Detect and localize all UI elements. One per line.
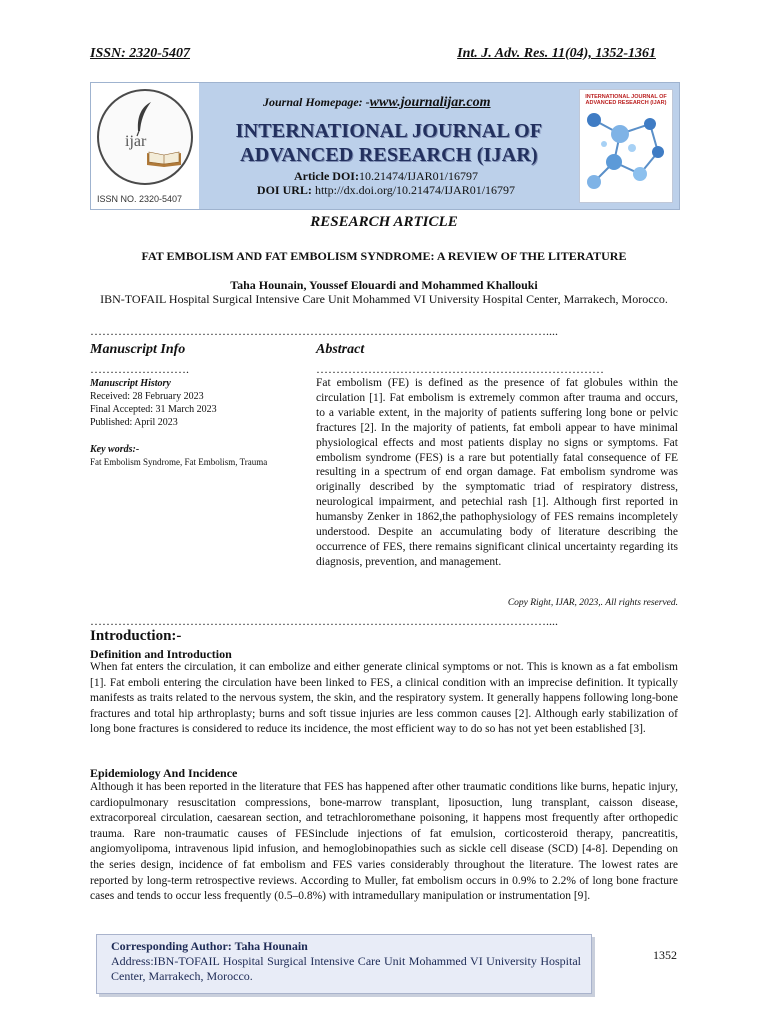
corresponding-author-address: Address:IBN-TOFAIL Hospital Surgical Intensive Care Unit Mohammed VI University Hospital Center, Marrakech, Morocco. <box>111 954 581 983</box>
keywords-list: Fat Embolism Syndrome, Fat Embolism, Trauma <box>90 457 268 467</box>
journal-title: INTERNATIONAL JOURNAL OF ADVANCED RESEARCH (IJAR) <box>235 120 543 166</box>
corresponding-author-box <box>96 934 592 994</box>
doi-url-link[interactable]: http://dx.doi.org/10.21474/IJAR01/16797 <box>314 183 516 197</box>
quill-icon <box>133 101 155 137</box>
article-title: FAT EMBOLISM AND FAT EMBOLISM SYNDROME: A REVIEW OF THE LITERATURE <box>141 249 627 263</box>
published-date: Published: April 2023 <box>90 417 178 428</box>
homepage-label: Journal Homepage: - <box>263 95 370 109</box>
history-heading: Manuscript History <box>90 378 171 389</box>
book-icon <box>145 147 183 167</box>
cover-title: INTERNATIONAL JOURNAL OF ADVANCED RESEARCH (IJAR) <box>585 94 667 106</box>
doi-value: 10.21474/IJAR01/16797 <box>358 169 478 183</box>
logo-issn: ISSN NO. 2320-5407 <box>97 194 183 204</box>
issn-label: ISSN: 2320-5407 <box>90 46 190 61</box>
doi-label: Article DOI: <box>294 169 359 183</box>
article-type: RESEARCH ARTICLE <box>310 214 458 230</box>
manuscript-info-dots: ……………………. <box>90 362 189 376</box>
article-authors: Taha Hounain, Youssef Elouardi and Mohammed Khallouki <box>230 278 538 292</box>
running-header <box>90 46 656 62</box>
page-number: 1352 <box>653 948 677 962</box>
journal-homepage <box>263 95 491 111</box>
copyright-notice: Copy Right, IJAR, 2023,. All rights reserved. <box>507 598 678 608</box>
doi-block <box>249 169 523 197</box>
keywords-heading: Key words:- <box>90 444 140 455</box>
article-affiliation: IBN-TOFAIL Hospital Surgical Intensive Care Unit Mohammed VI University Hospital Center, Marrakech, Morocco. <box>100 292 668 306</box>
journal-logo <box>91 83 199 209</box>
citation-label: Int. J. Adv. Res. 11(04), 1352-1361 <box>457 46 656 61</box>
manuscript-info-body <box>90 377 300 468</box>
molecule-graphic <box>580 90 672 202</box>
accepted-date: Final Accepted: 31 March 2023 <box>90 404 217 415</box>
manuscript-info-heading: Manuscript Info <box>90 342 186 357</box>
doi-url-label: DOI URL: <box>256 183 312 197</box>
journal-banner <box>90 82 680 210</box>
homepage-link[interactable]: www.journalijar.com <box>369 95 491 110</box>
logo-circle <box>97 89 193 185</box>
definition-paragraph: When fat enters the circulation, it can embolize and either generate clinical symptoms or not. This is known as a fat embolism [1]. Fat emboli entering the circulation have been linked to FES, a clinical condition with an imprecise definition. It typically manifests as traits related to the nervous system, the skin, and the respiratory system. It generally happens following long-bone fractures and total hip arthroplasty; burns and soft tissue injuries are less common causes [2]. Although early stabilization of long bone fractures is considered to reduce its incidence, the most efficient way to do so has not yet been established [3]. <box>90 661 678 736</box>
separator-bottom: …………………………………………………………………………………………………….... <box>90 614 558 628</box>
corresponding-author-heading: Corresponding Author: Taha Hounain <box>111 939 308 953</box>
separator-top: …………………………………………………………………………………………………….... <box>90 324 558 338</box>
abstract-text: Fat embolism (FE) is defined as the presence of fat globules within the circulation [1]. Fat embolism is extremely common after trauma and occurs, to a variable extent, in the majority of patients suffering long bone or pelvic fractures [2]. In the majority of patients, fat emboli appear to have minimal physiological effects and most patients display no signs or symptoms. Fat embolism syndrome (FES) is a rare but potentially fatal consequence of FE resulting in a spectrum of end organ damage. Fat embolism syndrome was originally described by the symptomatic triad of respiratory distress, neurological impairment, and petechial rash [1]. Although first reported in humansby Zenker in 1862,the pathophysiology of FES remains incompletely understood. Despite an accumulating body of literature describing the occurrence of FES, there remains significant clinical uncertainty regarding its diagnosis, prevention, and management. <box>316 377 678 568</box>
introduction-heading: Introduction:- <box>90 628 182 644</box>
received-date: Received: 28 February 2023 <box>90 391 204 402</box>
definition-subheading: Definition and Introduction <box>90 647 232 661</box>
journal-cover-image <box>579 89 673 203</box>
epidemiology-subheading: Epidemiology And Incidence <box>90 766 238 780</box>
abstract-dots: ……………………………………………………………… <box>316 362 604 376</box>
epidemiology-paragraph: Although it has been reported in the literature that FES has happened after other traumatic conditions like burns, hepatic injury, cardiopulmonary resuscitation compressions, bone-marrow transplant, liposuction, lung transplant, caisson disease, extracorporeal circulation, caesarean section, and tetrachloromethane poisoning, it happens most frequently after orthopedic trauma. Rare non-traumatic causes of FESinclude injections of fat emulsion, corticosteroid therapy, pancreatitis, angiomyolipoma, intravenous lipid infusion, and hemoglobinopathies such as sickle cell disease (SCD) [4-8]. Depending on the series design, incidence of fat embolism and FES varies considerably throughout the literature. The lowest rates are reported by long-term retrospective reviews. According to Muller, fat embolism occurs in 0.9% to 2.2% of long bone fracture cases and tends to occur less frequently (0.5–0.8%) with intramedullary manipulation or instrumentation [9]. <box>90 781 678 903</box>
logo-wordmark: ijar <box>125 133 147 150</box>
abstract-heading: Abstract <box>316 342 365 357</box>
